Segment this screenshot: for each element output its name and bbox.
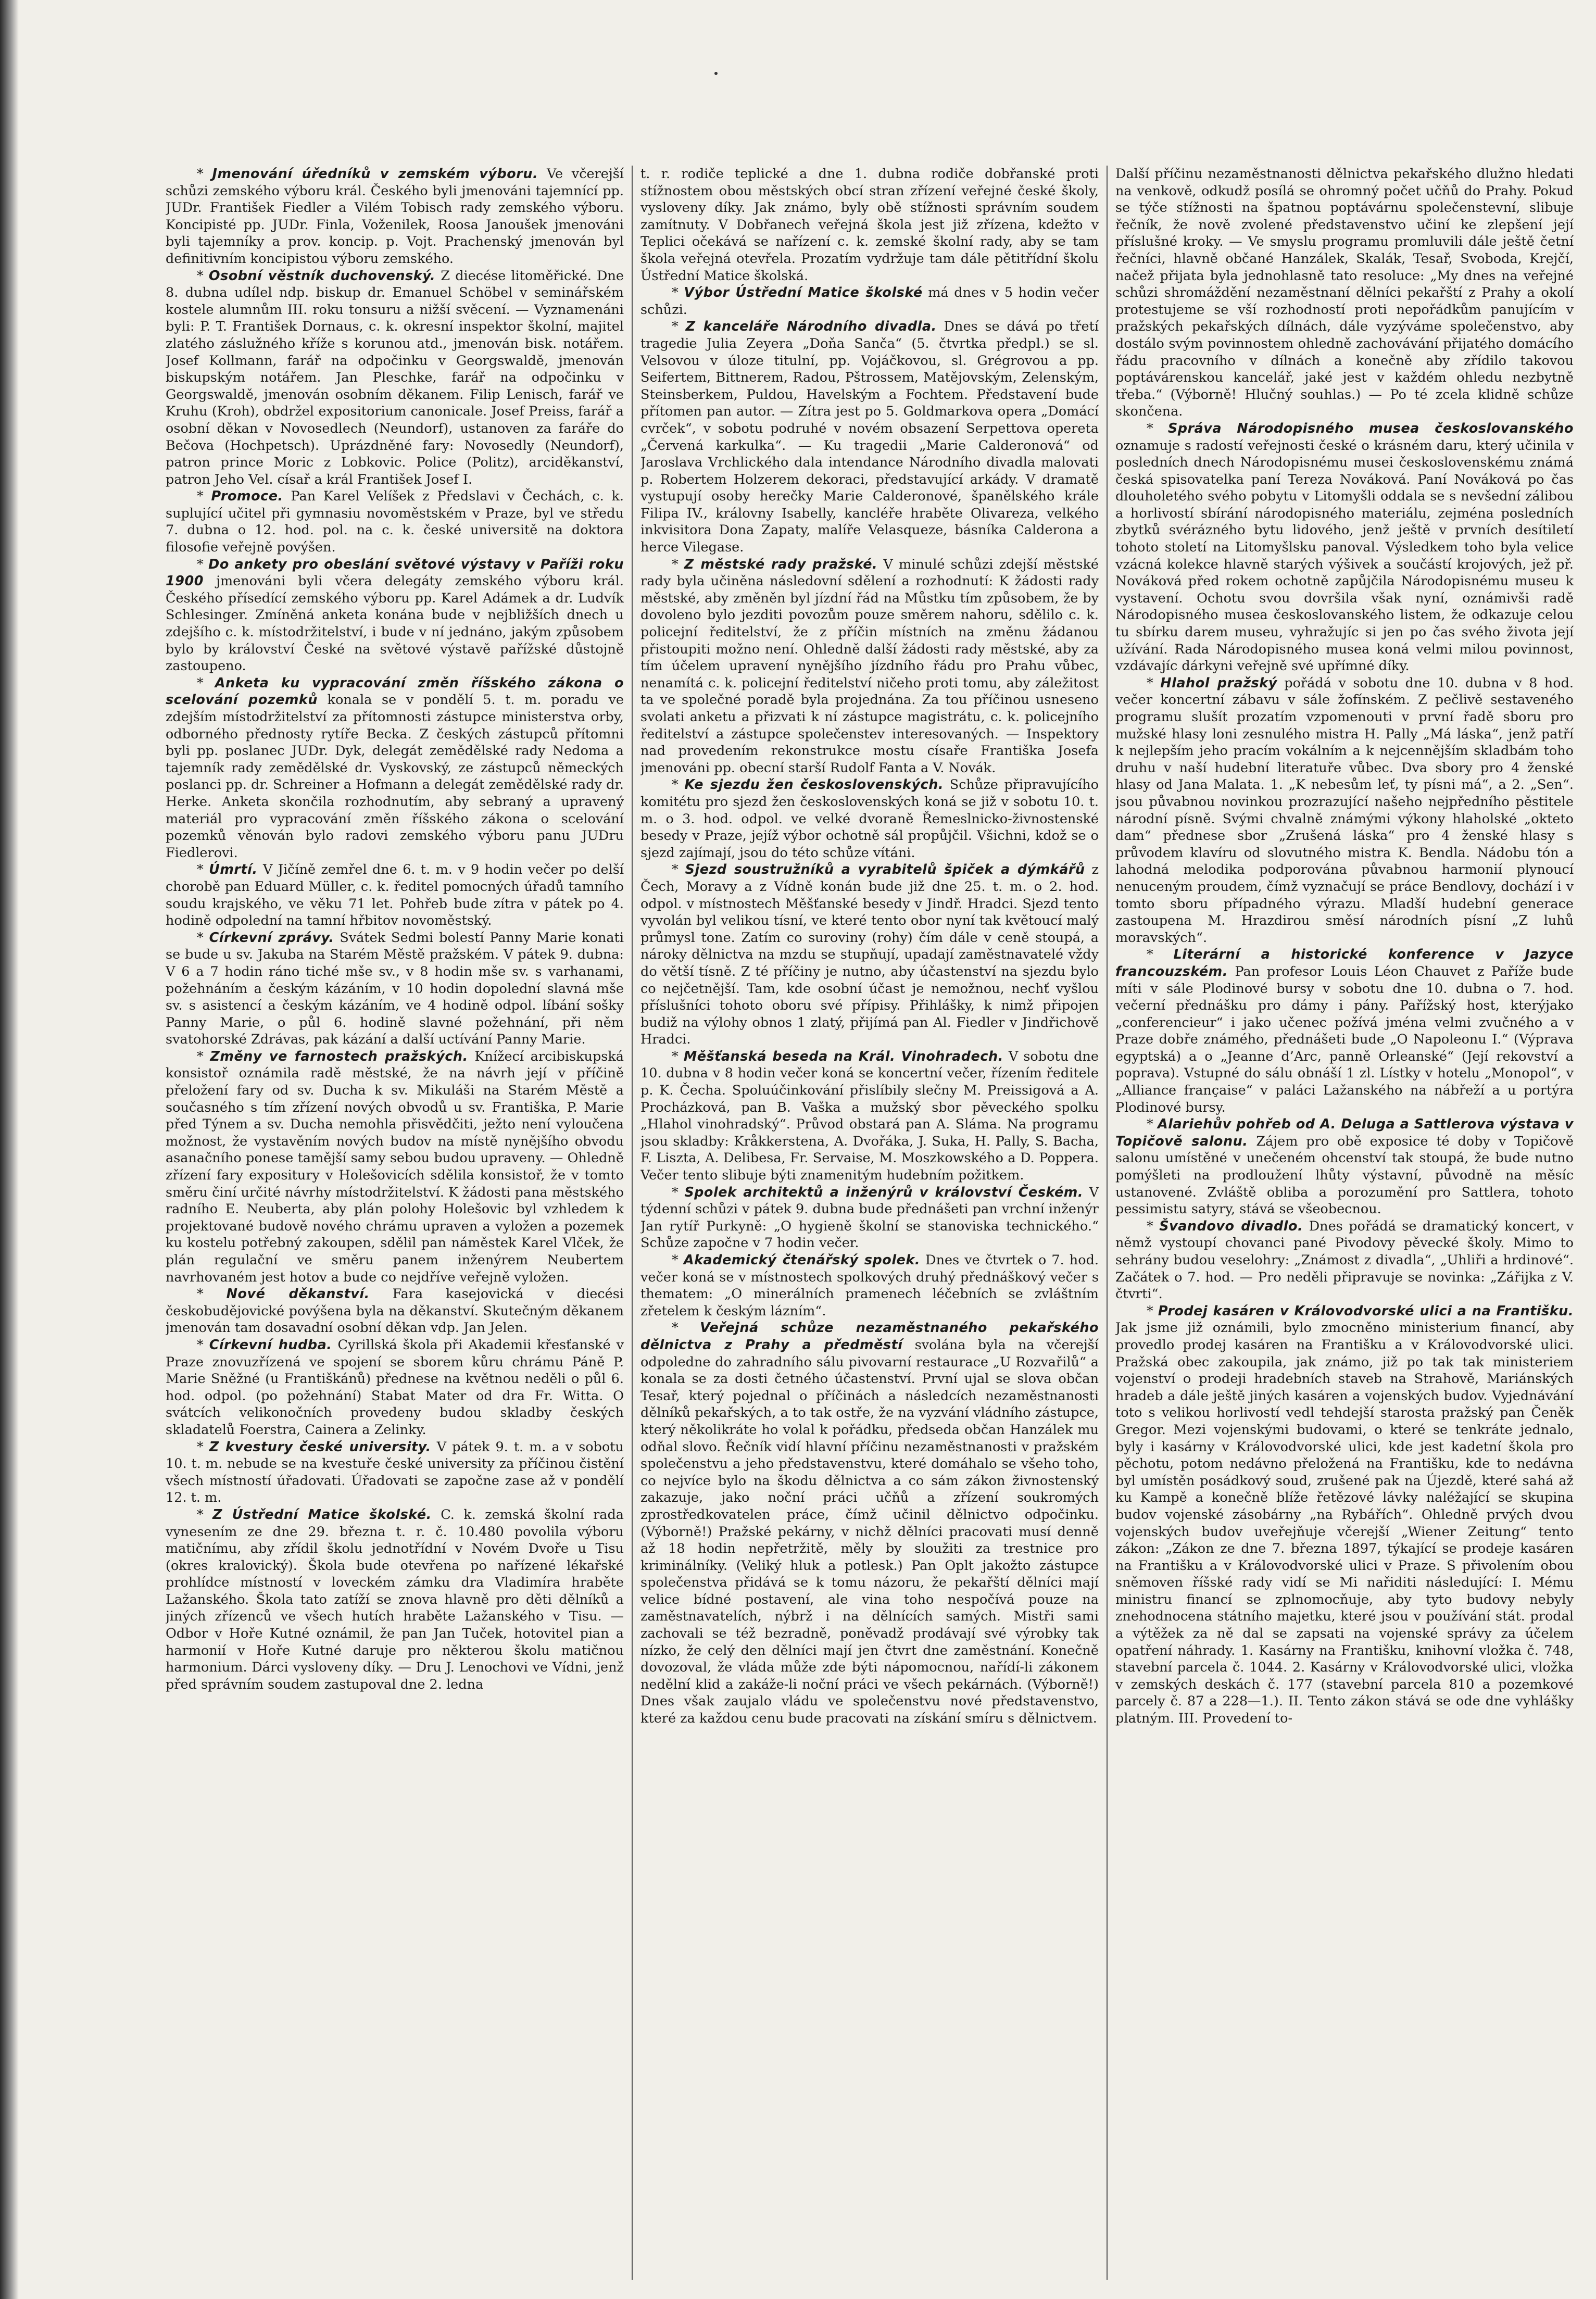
- news-item-headline: Alariehův pohřeb od A. Deluga a Sattlerova výstava v Topičově salonu.: [1115, 1116, 1574, 1149]
- news-item-headline: Z městské rady pražské.: [684, 556, 878, 572]
- news-item-text: V sobotu dne 10. dubna v 8 hodin večer koná se koncertní večer, řízením ředitele p. K. Čecha. Spoluúčinkování přislíbily slečny M. Preissigová a A. Procházková, pan B. Vaška a mužský sbor pěveckého spolku „Hlahol vinohradský“. Průvod obstará pan A. Sláma. Na programu jsou skladby: Kråkkerstena, A. Dvořáka, J. Suka, H. Pally, S. Bacha, F. Liszta, A. Delibesa, Fr. Servaise, M. Moszkowského a D. Poppera. Večer tento slibuje býti znamenitým hudebním požitkem.: [640, 1048, 1099, 1184]
- news-item-text: jmenováni byli včera delegáty zemského výboru král. Českého přísedící zemského výboru pp. Karel Adámek a dr. Ludvík Schlesinger. Zmíněná anketa konána bude v nejbližších dnech u zdejšího c. k. místodržitelství, i bude v ní jednáno, jakým způsobem bylo by království České na světové výstavě pařížské důstojně zastoupeno.: [166, 573, 624, 674]
- news-item-text: t. r. rodiče teplické a dne 1. dubna rodiče dobřanské proti stížnostem obou městských obcí stran zřízení veřejné české školy, vysloveny díky. Jak známo, byly obě stížnosti správním soudem zamítnuty. V Dobřanech veřejná škola jest již zřízena, kdežto v Teplici očekává se nařízení c. k. zemské školní rady, aby se tam škola veřejná otevřela. Prozatím vydržuje tam dále pětitřídní školu Ústřední Matice školská.: [640, 166, 1099, 284]
- news-item-text: Schůze připravujícího komitétu pro sjezd žen československých koná se již v sobotu 10. t. m. o 3. hod. odpol. ve velké dvoraně Řemeslnicko-živnostenské besedy v Praze, jejíž výbor ochotně sál propůjčil. Všichni, kdož se o sjezd zajímají, jsou do této schůze vítáni.: [640, 777, 1099, 861]
- news-item: * Jmenování úředníků v zemském výboru. Ve včerejší schůzi zemského výboru král. Českého byli jmenováni tajemnící pp. JUDr. František Fiedler a Vilém Tobisch rady zemského výboru. Koncipisté pp. JUDr. Finla, Voženilek, Roosa Janoušek jmenováni byli tajemníky a prov. koncip. p. Vojt. Prachenský jmenován byl definitivním koncipistou výboru zemského.: [166, 166, 624, 267]
- news-item: * Úmrtí. V Jičíně zemřel dne 6. t. m. v 9 hodin večer po delší chorobě pan Eduard Müller, c. k. ředitel pomocných úřadů tamního soudu krajského, ve věku 71 let. Pohřeb bude zítra v pátek po 4. hodině odpolední na tamní hřbitov novoměstský.: [166, 862, 624, 929]
- news-item-text: V minulé schůzi zdejší městské rady byla učiněna následovní sdělení a rozhodnutí: K žádosti rady městské, aby změněn byl jízdní řád na Můstku tím způsobem, že by dovoleno bylo jezditi povozům pouze směrem nahoru, sdělilo c. k. policejní ředitelství, že z příčin místních na změnu žádanou přistoupiti možno není. Ohledně další žádosti rady městské, aby za tím účelem upravení nynějšího jízdního řádu pro Prahu vůbec, nenamítá c. k. policejní ředitelství ničeho proti tomu, aby záležitost ta ve společné poradě byla projednána. Za tou příčinou usneseno svolati anketu a přizvati k ní zástupce magistrátu, c. k. policejního ředitelství a zástupce společenstev interesovaných. — Inspektory nad provedením rekonstrukce mostu císaře Františka Josefa jmenováni pp. obecní starší Rudolf Fanta a V. Novák.: [640, 556, 1099, 776]
- column-2: [640, 166, 1099, 2280]
- news-item-text: V Jičíně zemřel dne 6. t. m. v 9 hodin večer po delší chorobě pan Eduard Müller, c. k. ředitel pomocných úřadů tamního soudu krajského, ve věku 71 let. Pohřeb bude zítra v pátek po 4. hodině odpolední na tamní hřbitov novoměstský.: [166, 862, 624, 929]
- page-edge-shadow: [0, 0, 19, 2299]
- news-item: * Z kanceláře Národního divadla. Dnes se dává po třetí tragedie Julia Zeyera „Doňa Sanča“ (5. čtvrtka předpl.) se sl. Velsovou v úloze titulní, pp. Vojáčkovou, sl. Grégrovou a pp. Seifertem, Bittnerem, Radou, Pštrossem, Matějovským, Zelenským, Steinsberkem, Puldou, Havelským a Fochtem. Představení bude přítomen pan autor. — Zítra jest po 5. Goldmarkova opera „Domácí cvrček“, v sobotu podruhé v novém obsazení Serpettova opereta „Červená karkulka“. — Ku tragedii „Marie Calderonová“ od Jaroslava Vrchlického dala intendance Národního divadla malovati p. Robertem Holzerem dekoraci, představující arkády. V dramatě vystupují osoby herečky Marie Calderonové, španělského krále Filipa IV., královny Isabelly, kancléře hraběte Olivareza, velkého inkvisitora Dona Zapaty, malíře Velasqueze, básníka Calderona a herce Vilegase.: [640, 319, 1099, 556]
- news-item: * Změny ve farnostech pražských. Knížecí arcibiskupská konsistoř oznámila radě městské, že na návrh její v příčině přeložení fary od sv. Ducha k sv. Mikuláši na Starém Městě a současného s tím zřízení nových obvodů u sv. Františka, P. Marie před Týnem a sv. Ducha nemohla přisvědčiti, ježto není vyloučena možnost, že vystavěním nových budov na místě nynějšího obvodu asanačního ponese tamější samy sebou budou upraveny. — Ohledně zřízení fary expositury v Holešovicích sdělila konsistoř, že v tomto směru činí určité návrhy místodržitelství. K žádosti pana městského radního E. Neuberta, aby plán polohy Holešovic byl vzhledem k projektované budově nového chrámu upraven a vyložen a pozemek ku kostelu potřebný zakoupen, sdělil pan náměstek Karel Vlček, že plán regulační ve směru panem inženýrem Neubertem navrhovaném jest hotov a bude co nejdříve veřejně vyložen.: [166, 1048, 624, 1285]
- news-item: * Švandovo divadlo. Dnes pořádá se dramatický koncert, v němž vystoupí chovanci pané Pivodovy pěvecké školy. Mimo to sehrány budou veselohry: „Známost z divadla“, „Uhliři a hrdinové“. Začátek o 7. hod. — Pro neděli připravuje se novinka: „Zářijka z V. čtvrti“.: [1115, 1218, 1574, 1302]
- news-item-headline: Změny ve farnostech pražských.: [210, 1048, 468, 1064]
- news-item-text: oznamuje s radostí veřejnosti české o krásném daru, který učinila v posledních dnech Národopisnému musei československému známá česká spisovatelka paní Tereza Nováková. Paní Nováková po čas dlouholetého svého pobytu v Litomyšli oddala se s nevšední zálibou a horlivostí sbírání národopisného materiálu, zejména posledních zbytků svérázného bytu lidového, jenž ještě v prvních desítiletí tohoto století na Litomyšlsku panoval. Výsledkem toho byla velice vzácná kolekce hlavně starých výšivek a součástí krojových, jež př. Nováková před rokem ochotně zapůjčila Národopisnému museu k vystavení. Ochotu svou dovršila však nyní, oznámivši radě Národopisného musea českoslovanského listem, že odkazuje celou tu sbírku darem museu, vyhražujíc si jen po čas svého života její užívání. Rada Národopisného musea koná velmi milou povinnost, vzdávajíc dárkyni veřejně své upřímné díky.: [1115, 437, 1574, 674]
- news-item-headline: Spolek architektů a inženýrů v království Českém.: [684, 1184, 1084, 1200]
- news-item: * Církevní hudba. Cyrillská škola při Akademii křesťanské v Praze znovuzřízená ve spojení se sborem kůru chrámu Páně P. Marie Sněžné (u Františkánů) přednese na květnou neděli o půl 6. hod. odpol. (po požehnání) Stabat Mater od dra Fr. Witta. O svátcích velikonočních provedeny budou skladby českých skladatelů Foerstra, Cainera a Zelinky.: [166, 1337, 624, 1438]
- news-item-text: Cyrillská škola při Akademii křesťanské v Praze znovuzřízená ve spojení se sborem kůru chrámu Páně P. Marie Sněžné (u Františkánů) přednese na květnou neděli o půl 6. hod. odpol. (po požehnání) Stabat Mater od dra Fr. Witta. O svátcích velikonočních provedeny budou skladby českých skladatelů Foerstra, Cainera a Zelinky.: [166, 1337, 624, 1438]
- news-item-headline: Výbor Ústřední Matice školské: [684, 285, 923, 301]
- news-item: * Osobní věstník duchovenský. Z diecése litoměřické. Dne 8. dubna udílel ndp. biskup dr. Emanuel Schöbel v seminářském kostele alumnům III. roku tonsuru a nižší svěcení. — Vyznamenáni byli: P. T. František Dornaus, c. k. okresní inspektor školní, majitel zlatého záslužného kříže s korunou atd., jmenován bisk. notářem. Josef Kollmann, farář na odpočinku v Georgswaldě, jmenován biskupským notářem. Jan Pleschke, farář na odpočinku v Georgswaldě, jmenován osobním děkanem. Filip Lenisch, farář ve Kruhu (Kroh), obdržel expositorium canonicale. Josef Preiss, farář a osobní děkan v Novosedlech (Neundorf), ustanoven za faráře do Bečova (Hochpetsch). Uprázdněné fary: Novosedly (Neundorf), patron prince Moric z Lobkovic. Police (Politz), arciděkanství, patron Jeho Vel. císař a král František Josef I.: [166, 268, 624, 487]
- news-item: * Do ankety pro obeslání světové výstavy v Paříži roku 1900 jmenováni byli včera delegáty zemského výboru král. Českého přísedící zemského výboru pp. Karel Adámek a dr. Ludvík Schlesinger. Zmíněná anketa konána bude v nejbližších dnech u zdejšího c. k. místodržitelství, i bude v ní jednáno, jakým způsobem bylo by království České na světové výstavě pařížské důstojně zastoupeno.: [166, 556, 624, 674]
- news-item: * Promoce. Pan Karel Velíšek z Předslavi v Čechách, c. k. suplující učitel při gymnasiu novoměstském v Praze, byl ve středu 7. dubna o 12. hod. pol. na c. k. české universitě na doktora filosofie veřejně povýšen.: [166, 488, 624, 556]
- news-item-text: Pan profesor Louis Léon Chauvet z Paříže bude míti v sále Plodinové bursy v sobotu dne 10. dubna o 7. hod. večerní přednášku pro dámy i pány. Pařížský host, kterýjako „conferencieur“ i jako učenec požívá jména velmi zvučného a v Praze dobře známého, přednášeti bude „O Napoleonu I.“ (Výprava egyptská) a o „Jeanne d’Arc, panně Orleanské“ (Její rekovství a poprava). Vstupné do sálu obnáší 1 zl. Lístky v hotelu „Monopol“, v „Alliance française“ v paláci Lažanského na nábřeží a u portýra Plodinové bursy.: [1115, 963, 1574, 1115]
- news-item-text: Pan Karel Velíšek z Předslavi v Čechách, c. k. suplující učitel při gymnasiu novoměstském v Praze, byl ve středu 7. dubna o 12. hod. pol. na c. k. české universitě na doktora filosofie veřejně povýšen.: [166, 488, 624, 556]
- news-item-headline: Z kvestury české university.: [209, 1439, 431, 1455]
- news-item: * Měšťanská beseda na Král. Vinohradech. V sobotu dne 10. dubna v 8 hodin večer koná se koncertní večer, řízením ředitele p. K. Čecha. Spoluúčinkování přislíbily slečny M. Preissigová a A. Procházková, pan B. Vaška a mužský sbor pěveckého spolku „Hlahol vinohradský“. Průvod obstará pan A. Sláma. Na programu jsou skladby: Kråkkerstena, A. Dvořáka, J. Suka, H. Pally, S. Bacha, F. Liszta, A. Delibesa, Fr. Servaise, M. Moszkowského a D. Poppera. Večer tento slibuje býti znamenitým hudebním požitkem.: [640, 1048, 1099, 1184]
- news-item-text: Svátek Sedmi bolestí Panny Marie konati se bude u sv. Jakuba na Starém Městě pražském. V pátek 9. dubna: V 6 a 7 hodin ráno tiché mše sv., v 8 hodin mše sv. s varhanami, požehnáním a českým kázáním, v 10 hodin dopolední slavná mše sv. s asistencí a českým kázáním, ve 4 hodině odpol. líbání sošky Panny Marie, o půl 6. hodině slavné požehnání, při něm svatohorské Zdrávas, pak kázání a další uctívání Panny Marie.: [166, 929, 624, 1048]
- news-item-text: Dnes ve čtvrtek o 7. hod. večer koná se v místnostech spolkových druhý přednáškový večer s thematem: „O minerálních pramenech léčebních se zvláštním zřetelem k českým lázním“.: [640, 1252, 1099, 1319]
- news-item: * Prodej kasáren v Královodvorské ulici a na Františku. Jak jsme již oznámili, bylo zmocněno ministerium financí, aby provedlo prodej kasáren na Františku a v Královodvorské ulici. Pražská obec zakoupila, jak známo, již po tak tak ministeriem vojenství o prodeji hradebních staveb na Strahově, Mariánských hradeb a dále ještě jiných kasáren a vojenských budov. Vyjednávání toto s velikou horlivostí vedl tehdejší starosta pražský pan Čeněk Gregor. Mezi vojenskými budovami, o které se tenkráte jednalo, byly i kasárny v Královodvorské ulici, kde jest kadetní škola pro pěchotu, potom nedávno přeložená na Františku, kde to nedávna byl umístěn posádkový soud, zrušené pak na Újezdě, které sahá až ku Kampě a konečně blíže řetězové lávky naléžající se skupina budov vojenské zásobárny „na Rybářích“. Ohledně prvých dvou vojenských budov uveřejňuje včerejší „Wiener Zeitung“ tento zákon: „Zákon ze dne 7. března 1897, týkající se prodeje kasáren na Františku a v Královodvorské ulici v Praze. S přivolením obou sněmoven říšské rady vidí se Mi nařiditi následující: I. Mému ministru financí se zplnomocňuje, aby tyto budovy nebyly znehodnocena státního majetku, které jsou v používání stát. prodal a výtěžek za ně dal se zapsati na vojenské správy za účelem opatření náhrady. 1. Kasárny na Františku, knihovní vložka č. 748, stavební parcela č. 1044. 2. Kasárny v Královodvorské ulici, vložka v zemských deskách č. 177 (stavební parcela 810 a pozemkové parcely č. 87 a 228—1.). II. Tento zákon stává se ode dne vyhlášky platným. III. Provedení to-: [1115, 1303, 1574, 1727]
- news-item-headline: Švandovo divadlo.: [1159, 1218, 1303, 1234]
- news-item: * Spolek architektů a inženýrů v království Českém. V týdenní schůzi v pátek 9. dubna bude přednášeti pan vrchní inženýr Jan rytíř Purkyně: „O hygieně školní se stanoviska technického.“ Schůze započne v 7 hodin večer.: [640, 1184, 1099, 1251]
- news-item: [1115, 166, 1574, 420]
- news-item-text: Jak jsme již oznámili, bylo zmocněno ministerium financí, aby provedlo prodej kasáren na Františku a v Královodvorské ulici. Pražská obec zakoupila, jak známo, již po tak tak ministeriem vojenství o prodeji hradebních staveb na Strahově, Mariánských hradeb a dále ještě jiných kasáren a vojenských budov. Vyjednávání toto s velikou horlivostí vedl tehdejší starosta pražský pan Čeněk Gregor. Mezi vojenskými budovami, o které se tenkráte jednalo, byly i kasárny v Královodvorské ulici, kde jest kadetní škola pro pěchotu, potom nedávno přeložená na Františku, kde to nedávna byl umístěn posádkový soud, zrušené pak na Újezdě, které sahá až ku Kampě a konečně blíže řetězové lávky naléžající se skupina budov vojenské zásobárny „na Rybářích“. Ohledně prvých dvou vojenských budov uveřejňuje včerejší „Wiener Zeitung“ tento zákon: „Zákon ze dne 7. března 1897, týkající se prodeje kasáren na Františku a v Královodvorské ulici v Praze. S přivolením obou sněmoven říšské rady vidí se Mi nařiditi následující: I. Mému ministru financí se zplnomocňuje, aby tyto budovy nebyly znehodnocena státního majetku, které jsou v používání stát. prodal a výtěžek za ně dal se zapsati na vojenské správy za účelem opatření náhrady. 1. Kasárny na Františku, knihovní vložka č. 748, stavební parcela č. 1044. 2. Kasárny v Královodvorské ulici, vložka v zemských deskách č. 177 (stavební parcela 810 a pozemkové parcely č. 87 a 228—1.). II. Tento zákon stává se ode dne vyhlášky platným. III. Provedení to-: [1115, 1320, 1574, 1727]
- news-item-text: má dnes v 5 hodin večer schůzi.: [640, 285, 1099, 318]
- news-item-headline: Měšťanská beseda na Král. Vinohradech.: [683, 1048, 1003, 1064]
- news-item-text: V týdenní schůzi v pátek 9. dubna bude přednášeti pan vrchní inženýr Jan rytíř Purkyně: „O hygieně školní se stanoviska technického.“ Schůze započne v 7 hodin večer.: [640, 1184, 1099, 1251]
- news-item: * Ke sjezdu žen československých. Schůze připravujícího komitétu pro sjezd žen československých koná se již v sobotu 10. t. m. o 3. hod. odpol. ve velké dvoraně Řemeslnicko-živnostenské besedy v Praze, jejíž výbor ochotně sál propůjčil. Všichni, kdož se o sjezd zajímají, jsou do této schůze vítáni.: [640, 777, 1099, 861]
- news-item: * Alariehův pohřeb od A. Deluga a Sattlerova výstava v Topičově salonu. Zájem pro obě exposice té doby v Topičově salonu umístěné v unečeném ohcenství tak stoupá, že bude nutno pomýšleti na prodloužení lhůty výstavní, původně na měsíc ustanovené. Zvláště obliba a porozumění pro Sattlera, tohoto pessimistu satyry, stává se všeobecnou.: [1115, 1116, 1574, 1217]
- news-item: * Z kvestury české university. V pátek 9. t. m. a v sobotu 10. t. m. nebude se na kvestuře české university za příčinou čistění všech místností úřadovati. Úřadovati se započne zase až v pondělí 12. t. m.: [166, 1439, 624, 1506]
- news-item-text: z Čech, Moravy a z Vídně konán bude již dne 25. t. m. o 2. hod. odpol. v místnostech Měšťanské besedy v Jindř. Hradci. Sjezd tento vyvolán byl velikou tísní, ve které tento obor nyní tak květoucí malý průmysl tone. Zatím co suroviny (rohy) čím dále v ceně stoupá, a nároky dělnictva na mzdu se stupňují, upadají zaměstnavatelé vždy do větší tísně. Z té příčiny je nutno, aby účastenství na sjezdu bylo co nejčetnější. Tam, kde osobní účast je nemožnou, nechť vyšlou příslušníci tohoto oboru své přípisy. Přihlášky, k nimž připojen budiž na výlohy obnos 1 zlatý, přijímá pan Al. Fiedler v Jindřichově Hradci.: [640, 862, 1099, 1048]
- news-item-headline: Prodej kasáren v Královodvorské ulici a na Františku.: [1158, 1303, 1574, 1319]
- news-item: * Z Ústřední Matice školské. C. k. zemská školní rada vynesením ze dne 29. března t. r. č. 10.480 povolila výboru matičnímu, aby zřídil školu jednotřídní v Novém Dvoře u Tisu (okres kralovický). Škola bude otevřena po nařízené lékařské prohlídce místností v loveckém zámku dra Vladimíra hraběte Lažanského. Škola tato zatíží se znova hlavně pro děti dělníků a jiných zřízenců ve všech hutích hraběte Lažanského v Tisu. — Odbor v Hoře Kutné oznámil, že pan Jan Tuček, hotovitel pian a harmonií v Hoře Kutné daruje pro některou školu matičnou harmonium. Dárci vysloveny díky. — Dru J. Lenochovi ve Vídni, jenž před správním soudem zastupoval dne 2. ledna: [166, 1506, 624, 1692]
- news-item: * Správa Národopisného musea českoslovanského oznamuje s radostí veřejnosti české o krásném daru, který učinila v posledních dnech Národopisnému musei československému známá česká spisovatelka paní Tereza Nováková. Paní Nováková po čas dlouholetého svého pobytu v Litomyšli oddala se s nevšední zálibou a horlivostí sbírání národopisného materiálu, zejména posledních zbytků svérázného bytu lidového, jenž ještě v prvních desítiletí tohoto století na Litomyšlsku panoval. Výsledkem toho byla velice vzácná kolekce hlavně starých výšivek a součástí krojových, jež př. Nováková před rokem ochotně zapůjčila Národopisnému museu k vystavení. Ochotu svou dovršila však nyní, oznámivši radě Národopisného musea českoslovanského listem, že odkazuje celou tu sbírku darem museu, vyhražujíc si jen po čas svého života její užívání. Rada Národopisného musea koná velmi milou povinnost, vzdávajíc dárkyni veřejně své upřímné díky.: [1115, 420, 1574, 674]
- news-item: * Nové děkanství. Fara kasejovická v diecési českobudějovické povýšena byla na děkanství. Skutečným děkanem jmenován tam dosavadní osobní děkan vdp. Jan Jelen.: [166, 1286, 624, 1336]
- news-item-headline: Ke sjezdu žen československých.: [684, 777, 944, 793]
- news-item: * Akademický čtenářský spolek. Dnes ve čtvrtek o 7. hod. večer koná se v místnostech spolkových druhý přednáškový večer s thematem: „O minerálních pramenech léčebních se zvláštním zřetelem k českým lázním“.: [640, 1252, 1099, 1319]
- column-1: [166, 166, 624, 2280]
- news-item-text: Knížecí arcibiskupská konsistoř oznámila radě městské, že na návrh její v příčině přeložení fary od sv. Ducha k sv. Mikuláši na Starém Městě a současného s tím zřízení nových obvodů u sv. Františka, P. Marie před Týnem a sv. Ducha nemohla přisvědčiti, ježto není vyloučena možnost, že vystavěním nových budov na místě nynějšího obvodu asanačního ponese tamější samy sebou budou upraveny. — Ohledně zřízení fary expositury v Holešovicích sdělila konsistoř, že v tomto směru činí určité návrhy místodržitelství. K žádosti pana městského radního E. Neuberta, aby plán polohy Holešovic byl vzhledem k projektované budově nového chrámu upraven a vyložen a pozemek ku kostelu potřebný zakoupen, sdělil pan náměstek Karel Vlček, že plán regulační ve směru panem inženýrem Neubertem navrhovaném jest hotov a bude co nejdříve veřejně vyložen.: [166, 1048, 624, 1285]
- news-item-headline: Akademický čtenářský spolek.: [683, 1252, 921, 1268]
- news-item-headline: Promoce.: [211, 488, 283, 505]
- news-item-headline: Správa Národopisného musea českoslovanského: [1167, 420, 1574, 436]
- news-item-text: svolána byla na včerejší odpoledne do zahradního sálu pivovarní restaurace „U Rozvařilů“ a konala se za dosti četného účastenství. První ujal se slova občan Tesař, který pojednal o příčinách a následcích nezaměstnanosti dělníků pekařských, a to tak ostře, že na vyzvání vládního zástupce, který několikráte ho volal k pořádku, předseda občan Hanzálek mu odňal slovo. Řečník vidí hlavní příčinu nezaměstnanosti v pražském společenstvu a jeho představenstvu, které domáhalo se všeho toho, co nejvíce bylo na škodu dělnictva a co sám zákon živnostenský zakazuje, jako noční práci učňů a zřízení soukromých zprostředkovatelen práce, čímž učinil dělnictvo odpočinku. (Výborně!) Pražské pekárny, v nichž dělníci pracovati musí denně až 18 hodin nepřetržitě, měly by sloužiti za trestnice pro kriminálníky. (Veliký hluk a potlesk.) Pan Oplt jakožto zástupce společenstva přidává se k tomu názoru, že pekařští dělníci mají velice bídné postavení, ale vina toho nespočívá pouze na zaměstnavatelích, nýbrž i na dělnících samých. Mistři sami zachovali se též bezradně, poněvadž prodávají své výrobky tak nízko, že celý den dělníci mají jen čtvrt dne zaměstnání. Konečně dovozoval, že vláda může zde býti nápomocnou, nařídí-li zákonem nedělní klid a zakáže-li noční práci ve všech pekárnách. (Výborně!) Dnes však zaujalo vládu ve společenstvu nové představenstvo, které za každou cenu bude pracovati na získání smíru s dělnictvem.: [640, 1337, 1099, 1727]
- news-item-text: Dnes pořádá se dramatický koncert, v němž vystoupí chovanci pané Pivodovy pěvecké školy. Mimo to sehrány budou veselohry: „Známost z divadla“, „Uhliři a hrdinové“. Začátek o 7. hod. — Pro neděli připravuje se novinka: „Zářijka z V. čtvrti“.: [1115, 1218, 1574, 1302]
- column-3: [1115, 166, 1574, 2280]
- news-item: * Hlahol pražský pořádá v sobotu dne 10. dubna v 8 hod. večer koncertní zábavu v sále žofínském. Z pečlivě sestaveného programu slušít prozatím vzpomenouti v první řadě sboru pro mužské hlasy loni zesnulého mistra H. Pally „Má láska“, jenž patří k nejlepším jeho pracím vokálním a k nejcennějším skladbám toho druhu v naší hudební literatuře vůbec. Dva sbory pro 4 ženské hlasy od Jana Malata. 1. „K nebesům leť, ty písni má“, a 2. „Sen“. jsou půvabnou novinkou prozrazující našeho nejpředního pěstitele národní písně. Svými chvalně známými výkony hlaholské „okteto dam“ přednese sbor „Zrušená láska“ pro 4 ženské hlasy s průvodem klavíru od slovutného mistra K. Bendla. Nádobu tón a lahodná melodika podporována půvabnou harmonií plynoucí nenuceným proudem, čímž vyznačují se práce Bendlovy, dochází i v tomto sboru případného výrazu. Mladší hudební generace zastoupena M. Hrazdirou směsí národních písní „Z luhů moravských“.: [1115, 675, 1574, 946]
- news-item-headline: Církevní zprávy.: [209, 929, 334, 946]
- news-item-headline: Hlahol pražský: [1160, 675, 1277, 691]
- news-item-text: Dnes se dává po třetí tragedie Julia Zeyera „Doňa Sanča“ (5. čtvrtka předpl.) se sl. Velsovou v úloze titulní, pp. Vojáčkovou, sl. Grégrovou a pp. Seifertem, Bittnerem, Radou, Pštrossem, Matějovským, Zelenským, Steinsberkem, Puldou, Havelským a Fochtem. Představení bude přítomen pan autor. — Zítra jest po 5. Goldmarkova opera „Domácí cvrček“, v sobotu podruhé v novém obsazení Serpettova opereta „Červená karkulka“. — Ku tragedii „Marie Calderonová“ od Jaroslava Vrchlického dala intendance Národního divadla malovati p. Robertem Holzerem dekoraci, představující arkády. V dramatě vystupují osoby herečky Marie Calderonové, španělského krále Filipa IV., královny Isabelly, kancléře hraběte Olivareza, velkého inkvisitora Dona Zapaty, malíře Velasqueze, básníka Calderona a herce Vilegase.: [640, 319, 1099, 556]
- news-item-headline: Církevní hudba.: [209, 1337, 332, 1353]
- news-item-headline: Úmrtí.: [209, 862, 258, 878]
- news-item-headline: Veřejná schůze nezaměstnaného pekařského dělnictva z Prahy a předměstí: [640, 1320, 1099, 1353]
- news-item-headline: Do ankety pro obeslání světové výstavy v Paříži roku 1900: [166, 556, 624, 589]
- news-item-text: Další příčinu nezaměstnanosti dělnictva pekařského dlužno hledati na venkově, odkudž posílá se ohromný počet učňů do Prahy. Pokud se týče stížnosti na špatnou poptávárnu společenstevní, slibuje řečník, že nově zvolené představenstvo učiní ke zlepšení její příslušné kroky. — Ve smyslu programu promluvili dále ještě četní řečníci, hlavně občané Hanzálek, Skalák, Tesař, Svoboda, Krejčí, načež přijata byla jednohlasně tato resoluce: „My dnes na veřejné schůzi shromáždění nezaměstnaní dělníci pekařští z Prahy a okolí protestujeme se vší rozhodností proti nepořádkům panujícím v pražských pekařských dílnách, dále vyzýváme společenstvo, aby dostálo svým povinnostem ohledně zachovávání přijatého domácího řádu pracovního v dílnách a konečně aby zřídilo takovou poptávárenskou kancelář, jaké jest v každém ohledu nezbytně třeba.“ (Výborně! Hlučný souhlas.) — Po té zcela klidně schůze skončena.: [1115, 166, 1574, 420]
- news-item-text: Fara kasejovická v diecési českobudějovické povýšena byla na děkanství. Skutečným děkanem jmenován tam dosavadní osobní děkan vdp. Jan Jelen.: [166, 1286, 624, 1336]
- news-item: * Literární a historické konference v Jazyce francouzském. Pan profesor Louis Léon Chauvet z Paříže bude míti v sále Plodinové bursy v sobotu dne 10. dubna o 7. hod. večerní přednášku pro dámy i pány. Pařížský host, kterýjako „conferencieur“ i jako učenec požívá jména velmi zvučného a v Praze dobře známého, přednášeti bude „O Napoleonu I.“ (Výprava egyptská) a o „Jeanne d’Arc, panně Orleanské“ (Její rekovství a poprava). Vstupné do sálu obnáší 1 zl. Lístky v hotelu „Monopol“, v „Alliance française“ v paláci Lažanského na nábřeží a u portýra Plodinové bursy.: [1115, 947, 1574, 1115]
- news-item: [640, 166, 1099, 284]
- news-item: * Církevní zprávy. Svátek Sedmi bolestí Panny Marie konati se bude u sv. Jakuba na Starém Městě pražském. V pátek 9. dubna: V 6 a 7 hodin ráno tiché mše sv., v 8 hodin mše sv. s varhanami, požehnáním a českým kázáním, v 10 hodin dopolední slavná mše sv. s asistencí a českým kázáním, ve 4 hodině odpol. líbání sošky Panny Marie, o půl 6. hodině slavné požehnání, při něm svatohorské Zdrávas, pak kázání a další uctívání Panny Marie.: [166, 929, 624, 1048]
- column-rule-2: [1107, 166, 1108, 2280]
- news-item-headline: Anketa ku vypracování změn říšského zákona o scelování pozemků: [166, 675, 624, 708]
- news-item: * Sjezd soustružníků a vyrabitelů špiček a dýmkářů z Čech, Moravy a z Vídně konán bude již dne 25. t. m. o 2. hod. odpol. v místnostech Měšťanské besedy v Jindř. Hradci. Sjezd tento vyvolán byl velikou tísní, ve které tento obor nyní tak květoucí malý průmysl tone. Zatím co suroviny (rohy) čím dále v ceně stoupá, a nároky dělnictva na mzdu se stupňují, upadají zaměstnavatelé vždy do větší tísně. Z té příčiny je nutno, aby účastenství na sjezdu bylo co nejčetnější. Tam, kde osobní účast je nemožnou, nechť vyšlou příslušníci tohoto oboru své přípisy. Přihlášky, k nimž připojen budiž na výlohy obnos 1 zlatý, přijímá pan Al. Fiedler v Jindřichově Hradci.: [640, 862, 1099, 1048]
- news-item-headline: Z Ústřední Matice školské.: [212, 1506, 432, 1523]
- column-rule-1: [632, 166, 633, 2280]
- news-item-text: pořádá v sobotu dne 10. dubna v 8 hod. večer koncertní zábavu v sále žofínském. Z pečlivě sestaveného programu slušít prozatím vzpomenouti v první řadě sboru pro mužské hlasy loni zesnulého mistra H. Pally „Má láska“, jenž patří k nejlepším jeho pracím vokálním a k nejcennějším skladbám toho druhu v naší hudební literatuře vůbec. Dva sbory pro 4 ženské hlasy od Jana Malata. 1. „K nebesům leť, ty písni má“, a 2. „Sen“. jsou půvabnou novinkou prozrazující našeho nejpředního pěstitele národní písně. Svými chvalně známými výkony hlaholské „okteto dam“ přednese sbor „Zrušená láska“ pro 4 ženské hlasy s průvodem klavíru od slovutného mistra K. Bendla. Nádobu tón a lahodná melodika podporována půvabnou harmonií plynoucí nenuceným proudem, čímž vyznačují se práce Bendlovy, dochází i v tomto sboru případného výrazu. Mladší hudební generace zastoupena M. Hrazdirou směsí národních písní „Z luhů moravských“.: [1115, 675, 1574, 946]
- news-item-headline: Sjezd soustružníků a vyrabitelů špiček a dýmkářů: [685, 862, 1085, 878]
- news-item: * Anketa ku vypracování změn říšského zákona o scelování pozemků konala se v pondělí 5. t. m. poradu ve zdejším místodržitelství za přítomnosti zástupce ministerstva orby, odborného přednosty rytíře Becka. Z českých zástupců přítomni byli pp. poslanec JUDr. Dyk, delegát zemědělské rady Nedoma a tajemník rady zemědělské dr. Vyskovský, ze zástupců německých poslanci pp. dr. Schreiner a Hofmann a delegát zemědělské rady dr. Herke. Anketa skončila rozhodnutím, aby sebraný a upravený materiál pro vypracování změn říšského zákona o scelování pozemků věnován bylo radovi zemského výboru panu JUDru Fiedlerovi.: [166, 675, 624, 861]
- print-speck: [714, 72, 718, 75]
- news-item-headline: Z kanceláře Národního divadla.: [685, 319, 937, 335]
- news-item-headline: Literární a historické konference v Jazyce francouzském.: [1115, 947, 1574, 979]
- news-item-headline: Jmenování úředníků v zemském výboru.: [212, 166, 538, 182]
- news-item-headline: Osobní věstník duchovenský.: [208, 268, 436, 284]
- news-item-text: Ve včerejší schůzi zemského výboru král. Českého byli jmenováni tajemnící pp. JUDr. František Fiedler a Vilém Tobisch rady zemského výboru. Koncipisté pp. JUDr. Finla, Voženilek, Roosa Janoušek jmenováni byli tajemníky a prov. koncip. p. Vojt. Prachenský jmenován byl definitivním koncipistou výboru zemského.: [166, 166, 624, 267]
- news-item-text: V pátek 9. t. m. a v sobotu 10. t. m. nebude se na kvestuře české university za příčinou čistění všech místností úřadovati. Úřadovati se započne zase až v pondělí 12. t. m.: [166, 1439, 624, 1506]
- news-item-text: C. k. zemská školní rada vynesením ze dne 29. března t. r. č. 10.480 povolila výboru matičnímu, aby zřídil školu jednotřídní v Novém Dvoře u Tisu (okres kralovický). Škola bude otevřena po nařízené lékařské prohlídce místností v loveckém zámku dra Vladimíra hraběte Lažanského. Škola tato zatíží se znova hlavně pro děti dělníků a jiných zřízenců ve všech hutích hraběte Lažanského v Tisu. — Odbor v Hoře Kutné oznámil, že pan Jan Tuček, hotovitel pian a harmonií v Hoře Kutné daruje pro některou školu matičnou harmonium. Dárci vysloveny díky. — Dru J. Lenochovi ve Vídni, jenž před správním soudem zastupoval dne 2. ledna: [166, 1506, 624, 1692]
- news-item: * Výbor Ústřední Matice školské má dnes v 5 hodin večer schůzi.: [640, 285, 1099, 318]
- news-item-text: Zájem pro obě exposice té doby v Topičově salonu umístěné v unečeném ohcenství tak stoupá, že bude nutno pomýšleti na prodloužení lhůty výstavní, původně na měsíc ustanovené. Zvláště obliba a porozumění pro Sattlera, tohoto pessimistu satyry, stává se všeobecnou.: [1115, 1133, 1574, 1217]
- news-item-headline: Nové děkanství.: [226, 1286, 370, 1302]
- news-item-text: Z diecése litoměřické. Dne 8. dubna udílel ndp. biskup dr. Emanuel Schöbel v seminářském kostele alumnům III. roku tonsuru a nižší svěcení. — Vyznamenáni byli: P. T. František Dornaus, c. k. okresní inspektor školní, majitel zlatého záslužného kříže s korunou atd., jmenován bisk. notářem. Josef Kollmann, farář na odpočinku v Georgswaldě, jmenován biskupským notářem. Jan Pleschke, farář na odpočinku v Georgswaldě, jmenován osobním děkanem. Filip Lenisch, farář ve Kruhu (Kroh), obdržel expositorium canonicale. Josef Preiss, farář a osobní děkan v Novosedlech (Neundorf), ustanoven za faráře do Bečova (Hochpetsch). Uprázdněné fary: Novosedly (Neundorf), patron prince Moric z Lobkovic. Police (Politz), arciděkanství, patron Jeho Vel. císař a král František Josef I.: [166, 268, 624, 487]
- news-item: * Veřejná schůze nezaměstnaného pekařského dělnictva z Prahy a předměstí svolána byla na včerejší odpoledne do zahradního sálu pivovarní restaurace „U Rozvařilů“ a konala se za dosti četného účastenství. První ujal se slova občan Tesař, který pojednal o příčinách a následcích nezaměstnanosti dělníků pekařských, a to tak ostře, že na vyzvání vládního zástupce, který několikráte ho volal k pořádku, předseda občan Hanzálek mu odňal slovo. Řečník vidí hlavní příčinu nezaměstnanosti v pražském společenstvu a jeho představenstvu, které domáhalo se všeho toho, co nejvíce bylo na škodu dělnictva a co sám zákon živnostenský zakazuje, jako noční práci učňů a zřízení soukromých zprostředkovatelen práce, čímž učinil dělnictvo odpočinku. (Výborně!) Pražské pekárny, v nichž dělníci pracovati musí denně až 18 hodin nepřetržitě, měly by sloužiti za trestnice pro kriminálníky. (Veliký hluk a potlesk.) Pan Oplt jakožto zástupce společenstva přidává se k tomu názoru, že pekařští dělníci mají velice bídné postavení, ale vina toho nespočívá pouze na zaměstnavatelích, nýbrž i na dělnících samých. Mistři sami zachovali se též bezradně, poněvadž prodávají své výrobky tak nízko, že celý den dělníci mají jen čtvrt dne zaměstnání. Konečně dovozoval, že vláda může zde býti nápomocnou, nařídí-li zákonem nedělní klid a zakáže-li noční práci ve všech pekárnách. (Výborně!) Dnes však zaujalo vládu ve společenstvu nové představenstvo, které za každou cenu bude pracovati na získání smíru s dělnictvem.: [640, 1320, 1099, 1727]
- news-item: * Z městské rady pražské. V minulé schůzi zdejší městské rady byla učiněna následovní sdělení a rozhodnutí: K žádosti rady městské, aby změněn byl jízdní řád na Můstku tím způsobem, že by dovoleno bylo jezditi povozům pouze směrem nahoru, sdělilo c. k. policejní ředitelství, že z příčin místních na změnu žádanou přistoupiti možno není. Ohledně další žádosti rady městské, aby za tím účelem upravení nynějšího jízdního řádu pro Prahu vůbec, nenamítá c. k. policejní ředitelství ničeho proti tomu, aby záležitost ta ve společné poradě byla projednána. Za tou příčinou usneseno svolati anketu a přizvati k ní zástupce magistrátu, c. k. policejního ředitelství a zástupce společenstev interesovaných. — Inspektory nad provedením rekonstrukce mostu císaře Františka Josefa jmenováni pp. obecní starší Rudolf Fanta a V. Novák.: [640, 556, 1099, 776]
- news-item-text: konala se v pondělí 5. t. m. poradu ve zdejším místodržitelství za přítomnosti zástupce ministerstva orby, odborného přednosty rytíře Becka. Z českých zástupců přítomni byli pp. poslanec JUDr. Dyk, delegát zemědělské rady Nedoma a tajemník rady zemědělské dr. Vyskovský, ze zástupců německých poslanci pp. dr. Schreiner a Hofmann a delegát zemědělské rady dr. Herke. Anketa skončila rozhodnutím, aby sebraný a upravený materiál pro vypracování změn říšského zákona o scelování pozemků věnován bylo radovi zemského výboru panu JUDru Fiedlerovi.: [166, 692, 624, 861]
